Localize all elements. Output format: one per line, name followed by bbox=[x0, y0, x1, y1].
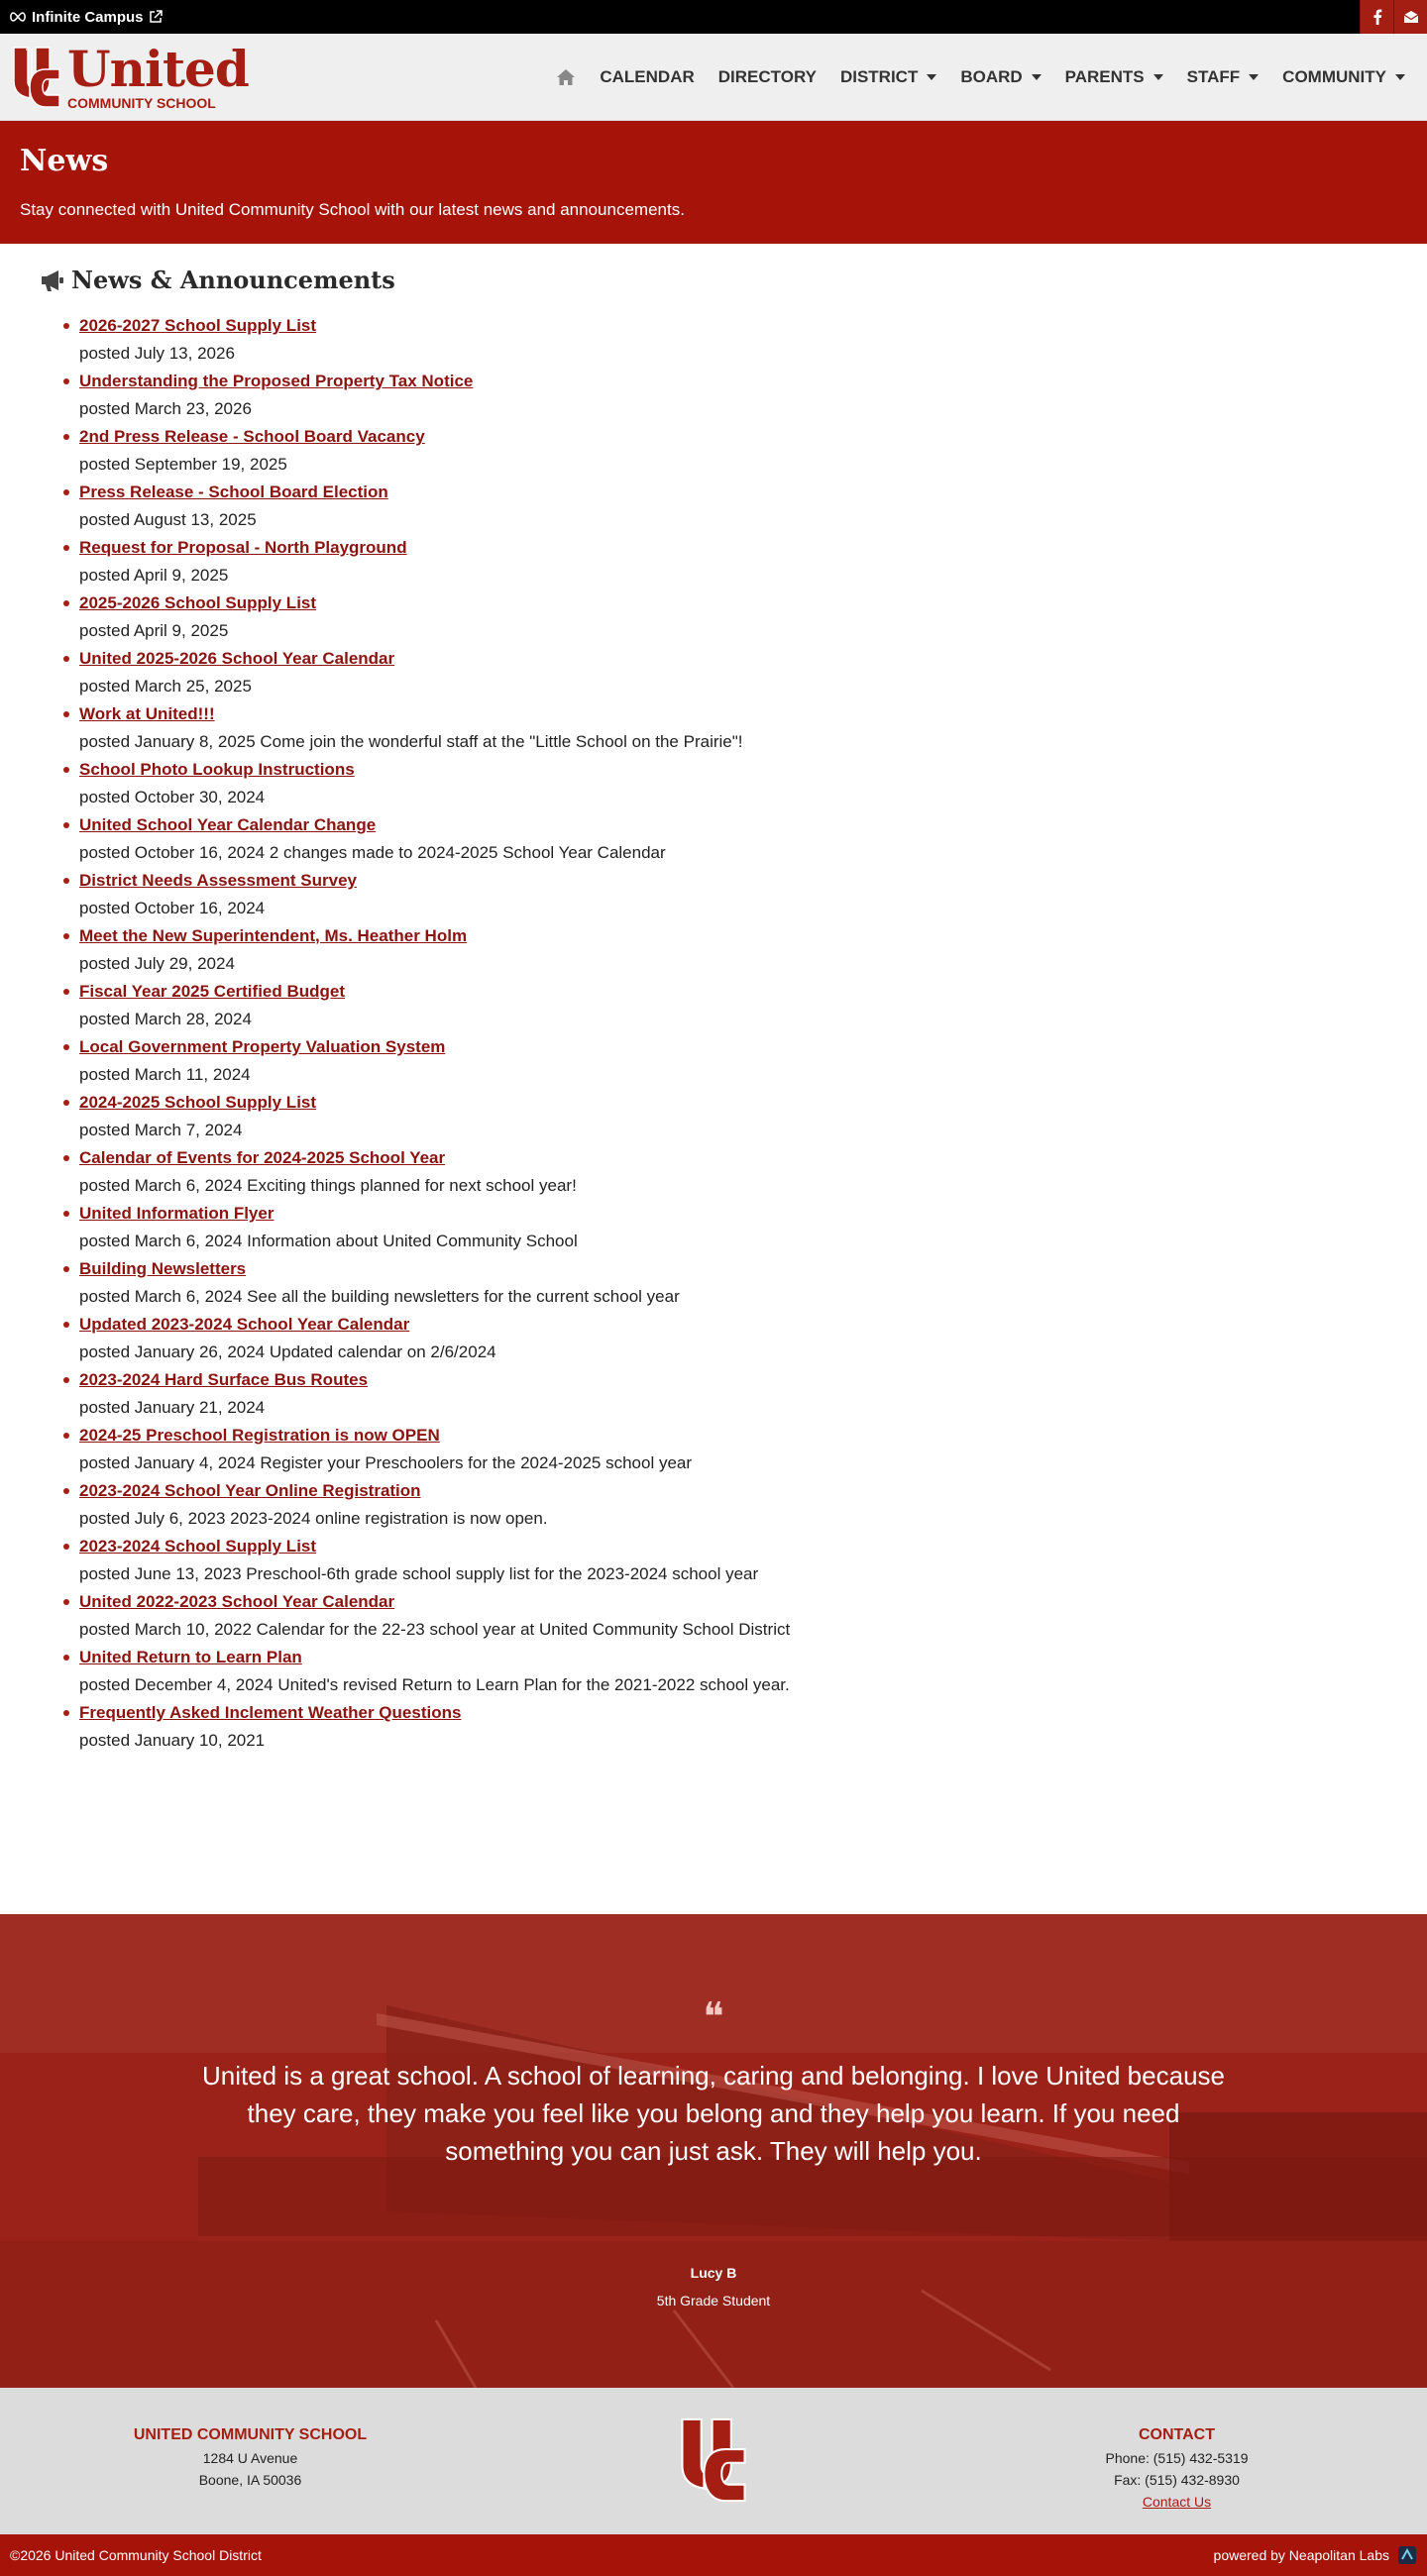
news-meta: posted December 4, 2024 United's revised Return to Learn Plan for the 2021-2022 school year. bbox=[79, 1675, 790, 1694]
news-title-link[interactable]: Calendar of Events for 2024-2025 School Year bbox=[79, 1148, 446, 1167]
caret-down-icon bbox=[1395, 74, 1405, 80]
news-title-link[interactable]: Request for Proposal - North Playground bbox=[79, 538, 407, 557]
news-item bbox=[79, 1366, 1427, 1422]
news-title-link[interactable]: Work at United!!! bbox=[79, 704, 215, 723]
news-title-link[interactable]: United 2025-2026 School Year Calendar bbox=[79, 649, 395, 668]
nav-home[interactable] bbox=[544, 68, 588, 86]
news-item bbox=[79, 479, 1427, 534]
news-title-link[interactable]: 2023-2024 School Year Online Registration bbox=[79, 1481, 421, 1500]
nav-calendar[interactable] bbox=[588, 67, 706, 87]
news-item bbox=[79, 1588, 1427, 1644]
news-title-link[interactable]: United School Year Calendar Change bbox=[79, 815, 377, 834]
powered-by-link[interactable] bbox=[1214, 2545, 1417, 2565]
news-title-link[interactable]: 2024-2025 School Supply List bbox=[79, 1093, 317, 1112]
news-meta: posted July 6, 2023 2023-2024 online registration is now open. bbox=[79, 1509, 548, 1528]
nav-directory-label: DIRECTORY bbox=[717, 66, 817, 86]
news-title-link[interactable]: 2025-2026 School Supply List bbox=[79, 593, 317, 612]
quote-icon: ❝ bbox=[703, 1994, 724, 2040]
nav-community-label: COMMUNITY bbox=[1282, 66, 1386, 86]
news-item bbox=[79, 1255, 1427, 1311]
section-heading bbox=[40, 266, 1427, 294]
nav-district-label: DISTRICT bbox=[839, 66, 919, 86]
news-meta: posted March 6, 2024 See all the building newsletters for the current school year bbox=[79, 1287, 680, 1306]
news-title-link[interactable]: Building Newsletters bbox=[79, 1259, 247, 1278]
news-item bbox=[79, 590, 1427, 645]
news-meta: posted March 10, 2022 Calendar for the 22-23 school year at United Community School District bbox=[79, 1620, 791, 1639]
nav-board-label: BOARD bbox=[960, 66, 1023, 86]
news-item bbox=[79, 645, 1427, 700]
news-meta: posted July 29, 2024 bbox=[79, 954, 235, 973]
nav-board[interactable] bbox=[948, 67, 1052, 87]
bottom-bar bbox=[0, 2534, 1427, 2576]
caret-down-icon bbox=[1153, 74, 1163, 80]
news-meta: posted April 9, 2025 bbox=[79, 566, 229, 585]
facebook-button[interactable] bbox=[1360, 0, 1393, 34]
news-meta: posted January 8, 2025 Come join the wonderful staff at the "Little School on the Prairie"! bbox=[79, 732, 743, 751]
news-title-link[interactable]: Meet the New Superintendent, Ms. Heather Holm bbox=[79, 926, 468, 945]
news-title-link[interactable]: Updated 2023-2024 School Year Calendar bbox=[79, 1315, 410, 1334]
footer-phone: Phone: (515) 432-5319 bbox=[1105, 2450, 1249, 2466]
facebook-icon bbox=[1372, 9, 1382, 25]
news-title-link[interactable]: Press Release - School Board Election bbox=[79, 483, 388, 501]
testimonial-section bbox=[0, 1914, 1427, 2388]
email-icon bbox=[1403, 10, 1419, 24]
news-meta: posted October 16, 2024 2 changes made to 2024-2025 School Year Calendar bbox=[79, 843, 666, 862]
footer-contact-heading: CONTACT bbox=[1138, 2426, 1216, 2443]
news-title-link[interactable]: 2026-2027 School Supply List bbox=[79, 316, 317, 335]
nav-community[interactable] bbox=[1270, 67, 1417, 87]
caret-down-icon bbox=[927, 74, 936, 80]
news-title-link[interactable]: Fiscal Year 2025 Certified Budget bbox=[79, 982, 346, 1001]
news-title-link[interactable]: 2024-25 Preschool Registration is now OPEN bbox=[79, 1426, 440, 1445]
news-item bbox=[79, 1477, 1427, 1533]
social-links bbox=[1360, 0, 1427, 34]
infinite-campus-label: Infinite Campus bbox=[32, 8, 144, 26]
site-header bbox=[0, 34, 1427, 121]
contact-us-link[interactable]: Contact Us bbox=[1142, 2494, 1212, 2510]
logo-title: United bbox=[67, 39, 249, 98]
news-meta: posted March 23, 2026 bbox=[79, 399, 252, 418]
uc-logo-icon bbox=[677, 2410, 750, 2511]
news-item bbox=[79, 368, 1427, 423]
news-title-link[interactable]: United 2022-2023 School Year Calendar bbox=[79, 1592, 395, 1611]
news-item bbox=[79, 978, 1427, 1033]
news-meta: posted March 11, 2024 bbox=[79, 1065, 251, 1084]
news-item bbox=[79, 700, 1427, 756]
news-meta: posted January 21, 2024 bbox=[79, 1398, 266, 1417]
main-content bbox=[0, 244, 1427, 1914]
news-meta: posted September 19, 2025 bbox=[79, 455, 287, 474]
powered-by-label: powered by Neapolitan Labs bbox=[1213, 2547, 1389, 2563]
news-meta: posted January 10, 2021 bbox=[79, 1731, 266, 1750]
news-item bbox=[79, 423, 1427, 479]
news-item bbox=[79, 1422, 1427, 1477]
testimonial-author: Lucy B bbox=[690, 2265, 737, 2281]
news-title-link[interactable]: 2nd Press Release - School Board Vacancy bbox=[79, 427, 425, 446]
news-title-link[interactable]: 2023-2024 School Supply List bbox=[79, 1537, 317, 1556]
footer-fax: Fax: (515) 432-8930 bbox=[1114, 2472, 1240, 2488]
infinity-icon bbox=[9, 12, 27, 22]
news-item bbox=[79, 811, 1427, 867]
news-item bbox=[79, 756, 1427, 811]
news-item bbox=[79, 867, 1427, 922]
news-title-link[interactable]: School Photo Lookup Instructions bbox=[79, 760, 355, 779]
infinite-campus-link[interactable] bbox=[0, 9, 163, 26]
news-meta: posted April 9, 2025 bbox=[79, 621, 229, 640]
caret-down-icon bbox=[1032, 74, 1042, 80]
testimonial-role: 5th Grade Student bbox=[656, 2293, 771, 2308]
nav-staff[interactable] bbox=[1175, 67, 1271, 87]
news-meta: posted October 16, 2024 bbox=[79, 899, 266, 917]
news-list bbox=[40, 312, 1427, 1755]
news-meta: posted July 13, 2026 bbox=[79, 344, 235, 363]
site-footer bbox=[0, 2388, 1427, 2534]
news-title-link[interactable]: Local Government Property Valuation System bbox=[79, 1037, 446, 1056]
news-title-link[interactable]: District Needs Assessment Survey bbox=[79, 871, 358, 890]
page-banner bbox=[0, 121, 1427, 244]
page-title: News bbox=[20, 144, 109, 178]
news-meta: posted January 4, 2024 Register your Preschoolers for the 2024-2025 school year bbox=[79, 1453, 693, 1472]
neapolitan-labs-icon bbox=[1397, 2545, 1417, 2565]
footer-contact bbox=[927, 2423, 1427, 2513]
news-item bbox=[79, 312, 1427, 368]
external-link-icon bbox=[149, 10, 163, 24]
footer-school-name: UNITED COMMUNITY SCHOOL bbox=[133, 2426, 368, 2443]
nav-calendar-label: CALENDAR bbox=[600, 66, 695, 86]
top-bar bbox=[0, 0, 1427, 34]
home-icon bbox=[556, 68, 576, 86]
footer-logo bbox=[677, 2410, 750, 2516]
news-title-link[interactable]: Frequently Asked Inclement Weather Questions bbox=[79, 1703, 462, 1722]
main-nav bbox=[544, 67, 1417, 87]
nav-district[interactable] bbox=[828, 67, 948, 87]
page-subtitle: Stay connected with United Community School with our latest news and announcements. bbox=[20, 200, 685, 219]
email-button[interactable] bbox=[1393, 0, 1427, 34]
news-item bbox=[79, 1699, 1427, 1755]
news-title-link[interactable]: Understanding the Proposed Property Tax Notice bbox=[79, 372, 474, 390]
news-title-link[interactable]: 2023-2024 Hard Surface Bus Routes bbox=[79, 1370, 369, 1389]
uc-logo-icon bbox=[10, 44, 63, 111]
news-meta: posted August 13, 2025 bbox=[79, 510, 257, 529]
site-logo[interactable] bbox=[10, 39, 249, 111]
news-meta: posted October 30, 2024 bbox=[79, 788, 266, 806]
news-item bbox=[79, 1200, 1427, 1255]
logo-subtitle: COMMUNITY SCHOOL bbox=[67, 94, 216, 111]
news-item bbox=[79, 1311, 1427, 1366]
copyright: ©2026 United Community School District bbox=[10, 2547, 262, 2563]
news-item bbox=[79, 1644, 1427, 1699]
footer-address-line1: 1284 U Avenue bbox=[202, 2450, 298, 2466]
megaphone-icon bbox=[40, 268, 65, 292]
news-item bbox=[79, 1144, 1427, 1200]
news-meta: posted January 26, 2024 Updated calendar on 2/6/2024 bbox=[79, 1342, 496, 1361]
news-title-link[interactable]: United Information Flyer bbox=[79, 1204, 274, 1223]
nav-parents-label: PARENTS bbox=[1064, 66, 1145, 86]
testimonial-quote: United is a great school. A school of learning, caring and belonging. I love United because they care, they make you feel like you belong and they help you learn. If you need something you can just ask. They will help you. bbox=[201, 2061, 1225, 2166]
news-item bbox=[79, 922, 1427, 978]
news-meta: posted March 7, 2024 bbox=[79, 1121, 243, 1139]
news-item bbox=[79, 1089, 1427, 1144]
news-item bbox=[79, 534, 1427, 590]
news-title-link[interactable]: United Return to Learn Plan bbox=[79, 1648, 302, 1666]
nav-staff-label: STAFF bbox=[1186, 66, 1241, 86]
caret-down-icon bbox=[1249, 74, 1259, 80]
footer-address-line2: Boone, IA 50036 bbox=[198, 2472, 302, 2488]
news-meta: posted June 13, 2023 Preschool-6th grade school supply list for the 2023-2024 school year bbox=[79, 1564, 759, 1583]
footer-address bbox=[0, 2423, 500, 2491]
nav-directory[interactable] bbox=[707, 67, 828, 87]
news-item bbox=[79, 1533, 1427, 1588]
news-meta: posted March 6, 2024 Information about United Community School bbox=[79, 1232, 578, 1250]
section-title: News & Announcements bbox=[71, 266, 395, 294]
nav-parents[interactable] bbox=[1053, 67, 1175, 87]
news-meta: posted March 6, 2024 Exciting things planned for next school year! bbox=[79, 1176, 577, 1195]
news-item bbox=[79, 1033, 1427, 1089]
news-meta: posted March 25, 2025 bbox=[79, 677, 252, 696]
news-meta: posted March 28, 2024 bbox=[79, 1010, 252, 1028]
